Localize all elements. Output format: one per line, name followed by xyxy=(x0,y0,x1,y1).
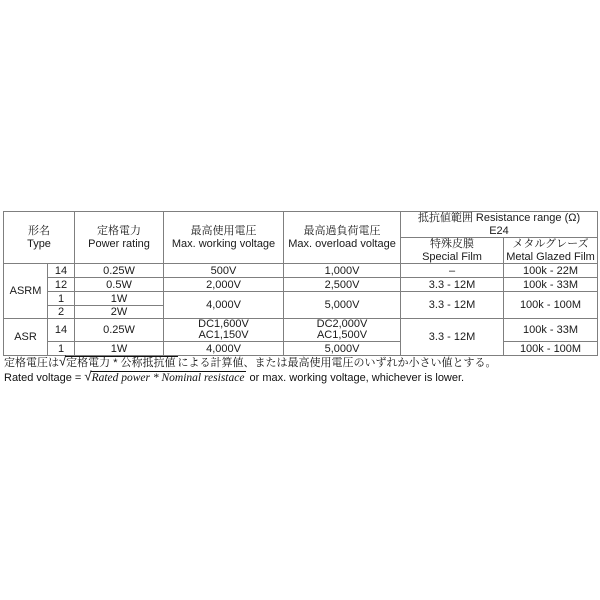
cell-asrm-2-code: 2 xyxy=(48,306,75,319)
header-power-rating xyxy=(75,212,164,264)
cell-asrm-2-power: 2W xyxy=(75,306,164,319)
header-overload-jp: 最高過負荷電圧 xyxy=(303,225,381,237)
header-resistance-line2: E24 xyxy=(489,224,509,237)
cell-asr-14-overload-dc: DC2,000V xyxy=(316,318,368,330)
cell-asrm-12-overload: 2,500V xyxy=(284,278,401,292)
header-type-jp: 形名 xyxy=(28,225,50,237)
header-max-overload-voltage xyxy=(284,212,401,264)
header-power-en: Power rating xyxy=(88,237,150,250)
footnote-jp-suffix: による計算値、または最高使用電圧のいずれか小さい値とする。 xyxy=(177,357,497,369)
header-max-working-voltage xyxy=(164,212,284,264)
cell-asr-14-working-dc: DC1,600V xyxy=(198,318,249,330)
header-metal-glazed-film xyxy=(504,238,598,264)
header-metal-jp: メタルグレーズ xyxy=(512,238,589,250)
row-asr-14 xyxy=(4,319,598,342)
cell-asr-1-metal: 100k - 100M xyxy=(504,342,598,356)
cell-asrm-type: ASRM xyxy=(4,264,48,319)
cell-asr-14-power: 0.25W xyxy=(75,319,164,342)
cell-asr-type: ASR xyxy=(4,319,48,356)
row-asrm-1 xyxy=(4,292,598,306)
cell-asrm-14-overload: 1,000V xyxy=(284,264,401,278)
header-resistance-line1: 抵抗値範囲 Resistance range (Ω) xyxy=(417,212,581,224)
cell-asrm-12-special: 3.3 - 12M xyxy=(401,278,504,292)
footnote-jp-prefix: 定格電圧は xyxy=(4,357,59,369)
cell-asrm-14-power: 0.25W xyxy=(75,264,164,278)
header-special-film xyxy=(401,238,504,264)
footnote xyxy=(4,354,596,384)
header-special-jp: 特殊皮膜 xyxy=(430,238,475,250)
cell-asr-14-working-ac: AC1,150V xyxy=(198,329,249,341)
cell-asrm-1-code: 1 xyxy=(48,292,75,306)
header-overload-en: Max. overload voltage xyxy=(288,237,396,250)
cell-asrm-12-metal: 100k - 33M xyxy=(504,278,598,292)
cell-asr-14-metal: 100k - 33M xyxy=(504,319,598,342)
header-resistance-range xyxy=(401,212,598,238)
cell-asr-14-code: 14 xyxy=(48,319,75,342)
cell-asrm-12-code: 12 xyxy=(48,278,75,292)
footnote-en-suffix: or max. working voltage, whichever is lower. xyxy=(246,372,465,384)
header-type xyxy=(4,212,75,264)
cell-asr-merged-special: 3.3 - 12M xyxy=(401,319,504,356)
row-asrm-12 xyxy=(4,278,598,292)
header-working-jp: 最高使用電圧 xyxy=(190,225,257,237)
cell-asrm-12-power: 0.5W xyxy=(75,278,164,292)
header-working-en: Max. working voltage xyxy=(171,237,276,250)
cell-asrm-14-special: – xyxy=(401,264,504,278)
cell-asr-1-code: 1 xyxy=(48,342,75,356)
cell-asr-1-overload: 5,000V xyxy=(284,342,401,356)
sqrt-symbol: √ xyxy=(84,368,92,384)
cell-asrm-merged-overload: 5,000V xyxy=(284,292,401,319)
row-asrm-14 xyxy=(4,264,598,278)
cell-asr-14-overload-ac: AC1,500V xyxy=(316,329,368,341)
footnote-jp-radicand: 定格電力 * 公称抵抗値 xyxy=(66,357,176,369)
cell-asr-1-working: 4,000V xyxy=(164,342,284,356)
cell-asr-1-power: 1W xyxy=(75,342,164,356)
cell-asrm-12-working: 2,000V xyxy=(164,278,284,292)
cell-asrm-merged-metal: 100k - 100M xyxy=(504,292,598,319)
cell-asrm-merged-special: 3.3 - 12M xyxy=(401,292,504,319)
cell-asr-14-working xyxy=(164,319,284,342)
footnote-jp xyxy=(4,354,596,369)
header-row-1 xyxy=(4,212,598,238)
header-special-en: Special Film xyxy=(422,250,482,263)
header-type-en: Type xyxy=(27,237,51,250)
cell-asrm-14-working: 500V xyxy=(164,264,284,278)
header-metal-en: Metal Glazed Film xyxy=(506,250,595,263)
resistor-spec-table xyxy=(3,211,598,356)
cell-asrm-14-code: 14 xyxy=(48,264,75,278)
cell-asrm-1-power: 1W xyxy=(75,292,164,306)
cell-asrm-merged-working: 4,000V xyxy=(164,292,284,319)
footnote-en xyxy=(4,369,596,384)
footnote-en-radicand: Rated power * Nominal resistace xyxy=(91,372,245,384)
sqrt-symbol: √ xyxy=(59,353,67,369)
cell-asr-14-overload xyxy=(284,319,401,342)
header-power-jp: 定格電力 xyxy=(97,225,142,237)
cell-asrm-14-metal: 100k - 22M xyxy=(504,264,598,278)
footnote-en-prefix: Rated voltage = xyxy=(4,372,85,384)
